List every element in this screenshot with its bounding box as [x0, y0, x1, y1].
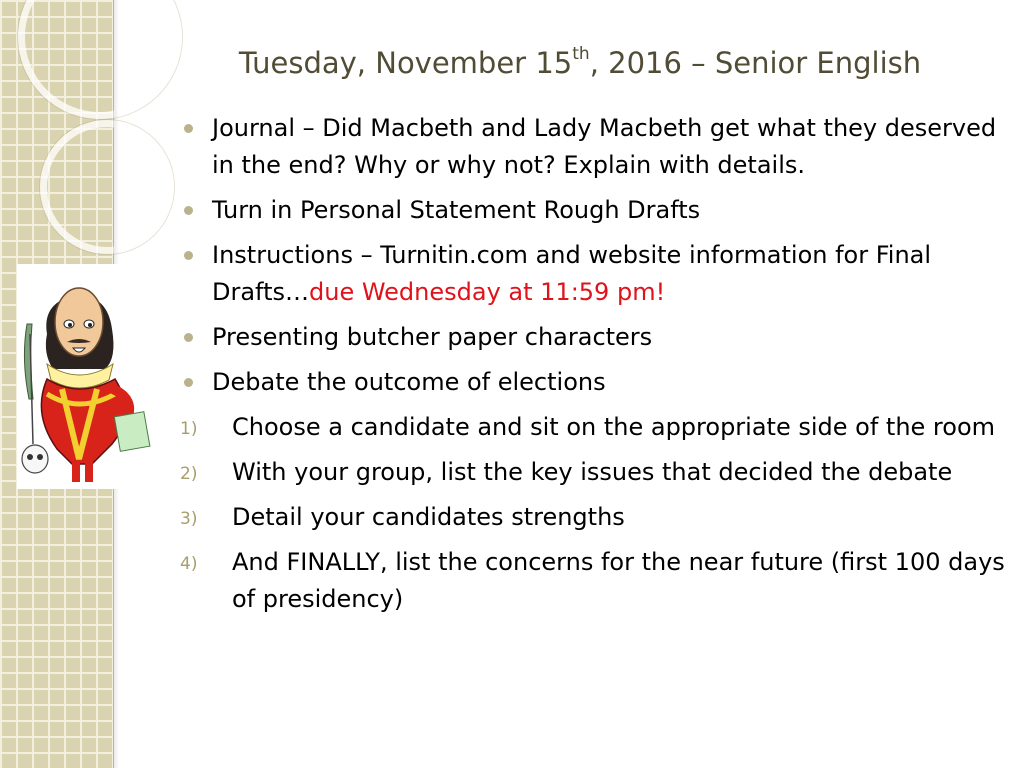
number-label: 1): [180, 419, 198, 439]
numbered-text: Detail your candidates strengths: [232, 503, 625, 531]
bullet-icon: [184, 206, 193, 215]
bullet-icon: [184, 124, 193, 133]
number-label: 2): [180, 464, 198, 484]
bullet-text: Instructions – Turnitin.com and website information for Final Drafts…: [212, 241, 932, 306]
number-label: 3): [180, 509, 198, 529]
bullet-text: Debate the outcome of elections: [212, 368, 606, 396]
bullet-text: Journal – Did Macbeth and Lady Macbeth get what they deserved in the end? Why or why not? Explain with details.: [212, 114, 997, 179]
decorative-ring: [18, 0, 182, 119]
numbered-text: With your group, list the key issues that decided the debate: [232, 458, 953, 486]
title-superscript: th: [572, 44, 590, 65]
bullet-icon: [184, 333, 193, 342]
numbered-item: [180, 409, 1010, 446]
slide-title: [200, 40, 960, 86]
numbered-text: And FINALLY, list the concerns for the near future (first 100 days of presidency): [232, 548, 1005, 613]
title-suffix: , 2016 – Senior English: [589, 46, 922, 80]
due-date-highlight: due Wednesday at 11:59 pm!: [309, 278, 666, 306]
bullet-text: Turn in Personal Statement Rough Drafts: [212, 196, 701, 224]
bullet-item: [180, 237, 1010, 311]
bullet-item: [180, 192, 1010, 229]
bullet-icon: [184, 251, 193, 260]
decorative-ring: [40, 120, 174, 254]
numbered-text: Choose a candidate and sit on the appropriate side of the room: [232, 413, 996, 441]
shakespeare-caricature-icon: [17, 264, 157, 489]
bullet-item: [180, 319, 1010, 356]
bullet-text: Presenting butcher paper characters: [212, 323, 653, 351]
bullet-item: [180, 364, 1010, 401]
slide-content: [180, 110, 1010, 626]
numbered-item: [180, 544, 1010, 618]
numbered-item: [180, 499, 1010, 536]
bullet-item: [180, 110, 1010, 184]
numbered-item: [180, 454, 1010, 491]
bullet-icon: [184, 378, 193, 387]
number-label: 4): [180, 554, 198, 574]
title-prefix: Tuesday, November 15: [238, 46, 573, 80]
